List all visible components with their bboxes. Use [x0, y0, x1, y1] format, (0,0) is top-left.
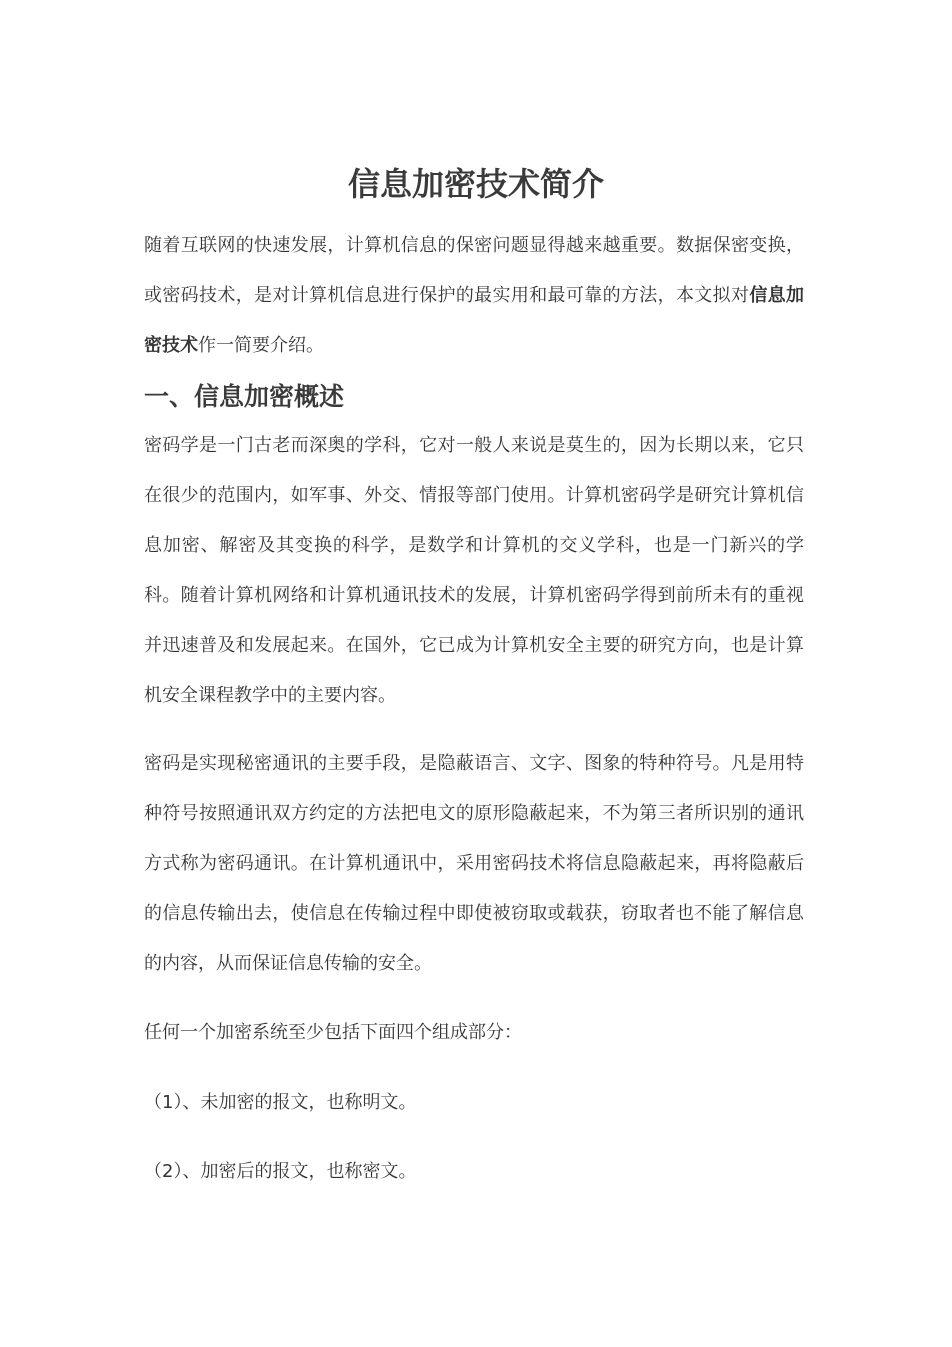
list-item-2: （2）、加密后的报文，也称密文。	[144, 1161, 417, 1182]
document-title: 信息加密技术简介	[347, 165, 604, 204]
section-paragraph-2: 密码是实现秘密通讯的主要手段，是隐蔽语言、文字、图象的特种符号。凡是用特种符号按照通讯双方约定的方法把电文的原形隐蔽起来，不为第三者所识别的通讯方式称为密码通讯。在计算机通讯中，采用密码技术将信息隐蔽起来，再将隐蔽后的信息传输出去，使信息在传输过程中即使被窃取或载获，窃取者也不能了解信息的内容，从而保证信息传输的安全。	[144, 753, 804, 974]
list-item-1: （1）、未加密的报文，也称明文。	[144, 1092, 417, 1113]
intro-paragraph	[144, 221, 804, 371]
section-paragraph-1: 密码学是一门古老而深奥的学科，它对一般人来说是莫生的，因为长期以来，它只在很少的范围内，如军事、外交、情报等部门使用。计算机密码学是研究计算机信息加密、解密及其变换的科学，是数学和计算机的交义学科，也是一门新兴的学科。随着计算机网络和计算机通讯技术的发展，计算机密码学得到前所未有的重视并迅速普及和发展起来。在国外，它已成为计算机安全主要的研究方向，也是计算机安全课程教学中的主要内容。	[144, 435, 804, 706]
section-heading: 一、信息加密概述	[144, 382, 345, 411]
intro-bold-term: 信息加密技术	[144, 285, 804, 356]
intro-text-end: 作一简要介绍。	[198, 335, 324, 356]
section-paragraph-3: 任何一个加密系统至少包括下面四个组成部分：	[144, 1022, 522, 1043]
intro-text: 随着互联网的快速发展，计算机信息的保密问题显得越来越重要。数据保密变换，或密码技术，是对计算机信息进行保护的最实用和最可靠的方法，本文拟对	[144, 235, 804, 306]
